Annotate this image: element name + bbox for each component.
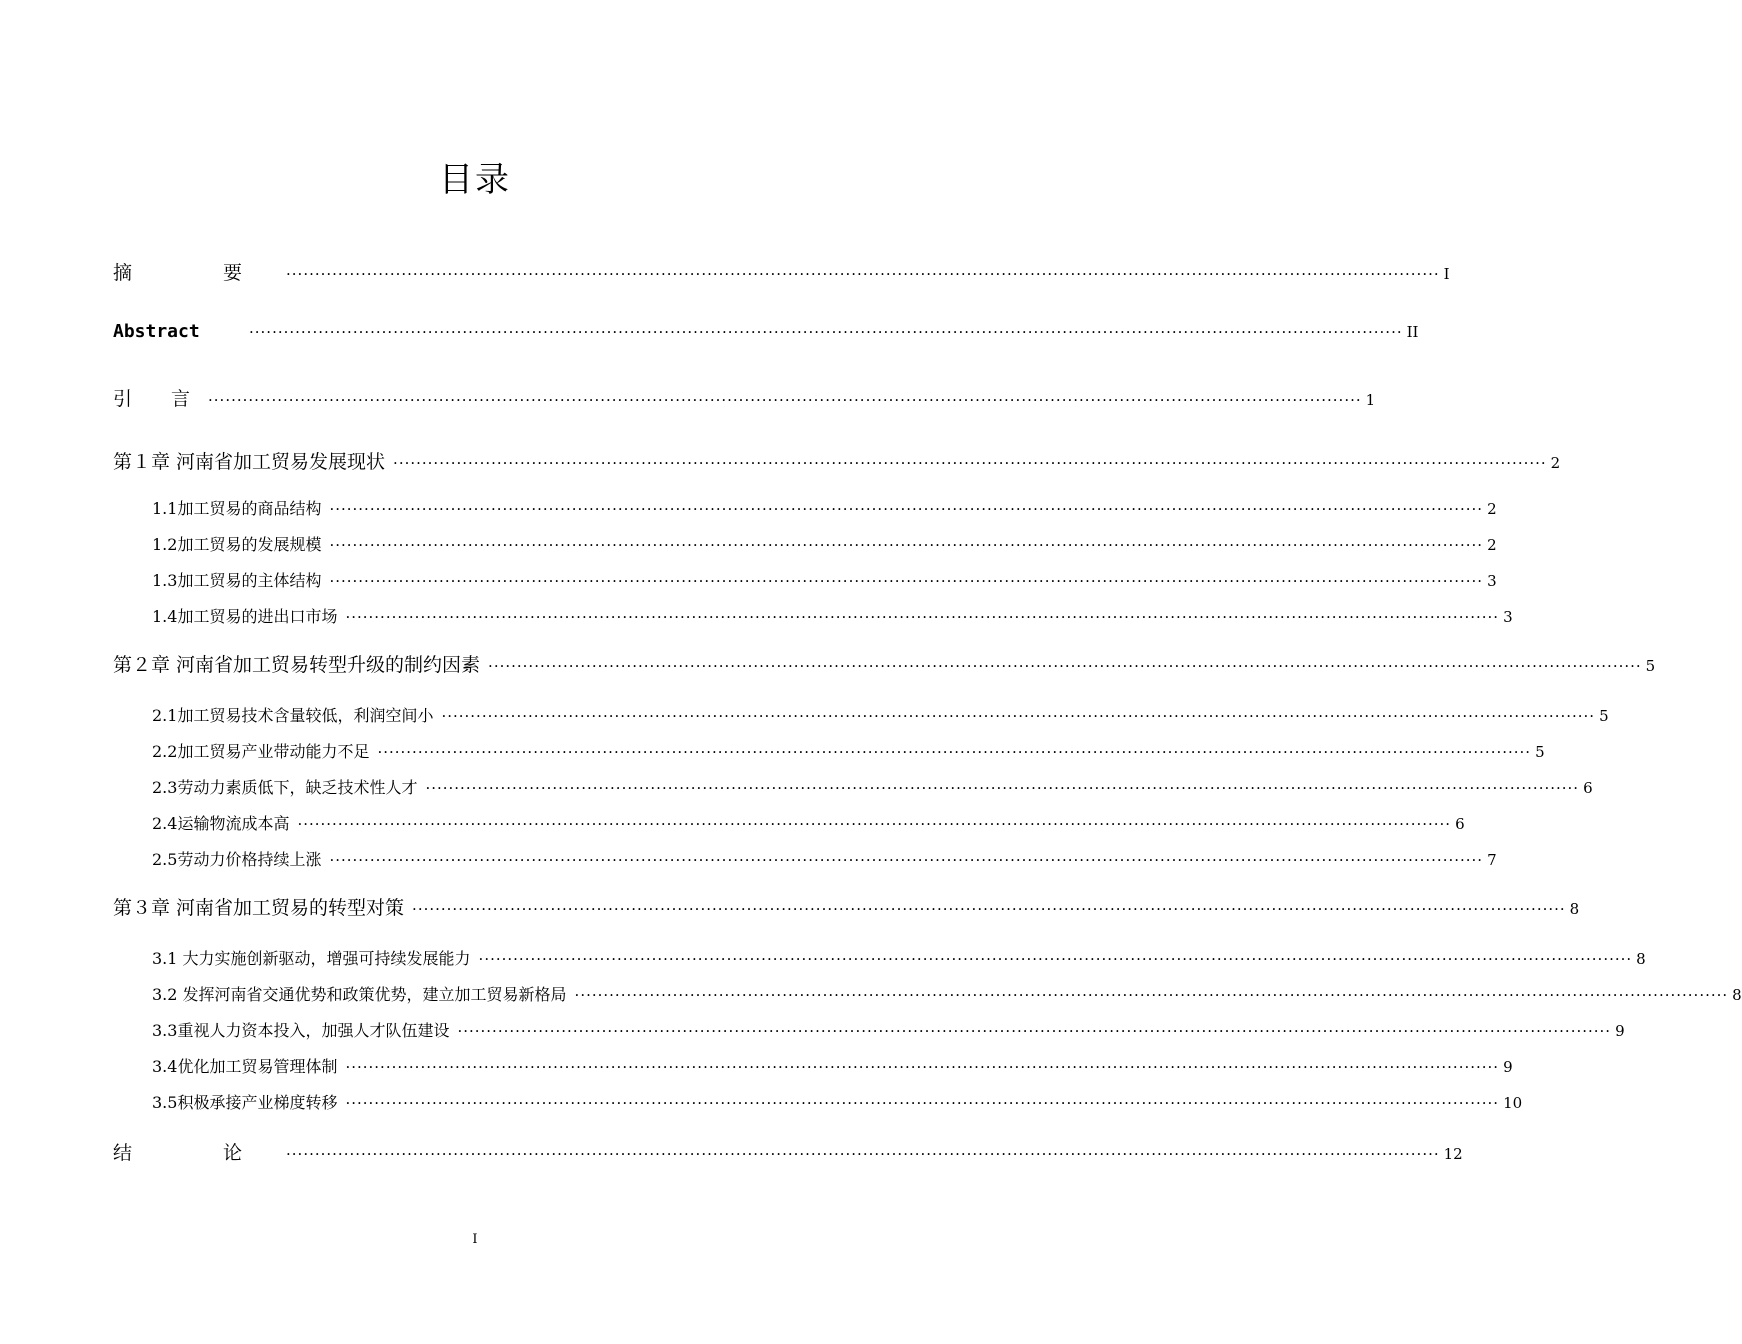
toc-entry-section[interactable] bbox=[152, 811, 1465, 834]
toc-entry-page: 12 bbox=[1443, 1145, 1463, 1163]
toc-entry-label: 2.5劳动力价格持续上涨 bbox=[152, 850, 322, 869]
dot-leader: ········································································································································································································ bbox=[345, 608, 1500, 626]
toc-entry-section[interactable] bbox=[152, 739, 1545, 762]
toc-entry-label: 1.3加工贸易的主体结构 bbox=[152, 571, 322, 590]
dot-leader: ········································································································································································································ bbox=[345, 1094, 1500, 1112]
toc-entry-chapter-1[interactable] bbox=[113, 447, 1561, 474]
toc-entry-label: 第１章 河南省加工贸易发展现状 bbox=[113, 451, 386, 473]
dot-leader: ········································································································································································································ bbox=[574, 986, 1729, 1004]
dot-leader: ········································································································································································································ bbox=[478, 950, 1633, 968]
dot-leader: ········································································································································································································ bbox=[425, 779, 1580, 797]
toc-entry-label: 3.1 大力实施创新驱动，增强可持续发展能力 bbox=[152, 949, 471, 968]
dot-leader: ········································································································································································································ bbox=[286, 1145, 1440, 1163]
toc-entry-label: 3.2 发挥河南省交通优势和政策优势，建立加工贸易新格局 bbox=[152, 985, 567, 1004]
toc-entry-page: 5 bbox=[1599, 707, 1609, 725]
toc-entry-label: 2.4运输物流成本高 bbox=[152, 814, 290, 833]
page-number-footer: I bbox=[472, 1232, 478, 1247]
dot-leader: ········································································································································································································ bbox=[412, 900, 1566, 918]
toc-entry-page: 6 bbox=[1583, 779, 1593, 797]
toc-entry-section[interactable] bbox=[152, 847, 1497, 870]
toc-entry-abstract-en[interactable] bbox=[113, 321, 1419, 342]
toc-entry-conclusion[interactable] bbox=[113, 1138, 1463, 1165]
toc-entry-abstract-cn[interactable] bbox=[113, 258, 1450, 285]
toc-entry-label: 结 论 bbox=[113, 1142, 279, 1164]
toc-entry-label: 引 言 bbox=[113, 388, 201, 410]
toc-entry-section[interactable] bbox=[152, 775, 1593, 798]
dot-leader: ········································································································································································································ bbox=[329, 500, 1484, 518]
toc-entry-page: 9 bbox=[1615, 1022, 1625, 1040]
dot-leader: ········································································································································································································ bbox=[393, 454, 1547, 472]
toc-entry-label: 1.1加工贸易的商品结构 bbox=[152, 499, 322, 518]
toc-entry-label: 2.2加工贸易产业带动能力不足 bbox=[152, 742, 370, 761]
dot-leader: ········································································································································································································ bbox=[457, 1022, 1612, 1040]
dot-leader: ········································································································································································································ bbox=[441, 707, 1596, 725]
dot-leader: ········································································································································································································ bbox=[286, 265, 1440, 283]
dot-leader: ········································································································································································································ bbox=[249, 323, 1403, 341]
toc-entry-section[interactable] bbox=[152, 982, 1742, 1005]
dot-leader: ········································································································································································································ bbox=[329, 851, 1484, 869]
dot-leader: ········································································································································································································ bbox=[488, 657, 1642, 675]
toc-entry-label: 2.3劳动力素质低下，缺乏技术性人才 bbox=[152, 778, 418, 797]
toc-entry-section[interactable] bbox=[152, 496, 1497, 519]
toc-entry-page: 5 bbox=[1535, 743, 1545, 761]
toc-entry-page: 1 bbox=[1365, 391, 1376, 409]
dot-leader: ········································································································································································································ bbox=[345, 1058, 1500, 1076]
toc-entry-label: Abstract bbox=[113, 321, 200, 342]
toc-entry-label: 2.1加工贸易技术含量较低，利润空间小 bbox=[152, 706, 434, 725]
toc-entry-label: 1.2加工贸易的发展规模 bbox=[152, 535, 322, 554]
toc-entry-page: 9 bbox=[1503, 1058, 1513, 1076]
toc-entry-label: 第２章 河南省加工贸易转型升级的制约因素 bbox=[113, 654, 481, 676]
toc-entry-section[interactable] bbox=[152, 1090, 1523, 1113]
toc-entry-section[interactable] bbox=[152, 703, 1609, 726]
toc-entry-chapter-3[interactable] bbox=[113, 893, 1580, 920]
toc-entry-chapter-2[interactable] bbox=[113, 650, 1656, 677]
toc-entry-label: 摘 要 bbox=[113, 262, 279, 284]
toc-entry-page: 7 bbox=[1487, 851, 1497, 869]
dot-leader: ········································································································································································································ bbox=[297, 815, 1452, 833]
toc-entry-section[interactable] bbox=[152, 1018, 1625, 1041]
toc-entry-section[interactable] bbox=[152, 604, 1513, 627]
dot-leader: ········································································································································································································ bbox=[208, 391, 1362, 409]
toc-entry-page: 8 bbox=[1569, 900, 1580, 918]
toc-entry-page: 3 bbox=[1503, 608, 1513, 626]
dot-leader: ········································································································································································································ bbox=[377, 743, 1532, 761]
toc-entry-page: 3 bbox=[1487, 572, 1497, 590]
toc-entry-label: 1.4加工贸易的进出口市场 bbox=[152, 607, 338, 626]
toc-entry-label: 3.3重视人力资本投入，加强人才队伍建设 bbox=[152, 1021, 450, 1040]
page-title: 目录 bbox=[439, 160, 511, 200]
toc-entry-section[interactable] bbox=[152, 1054, 1513, 1077]
toc-entry-page: 2 bbox=[1487, 536, 1497, 554]
toc-entry-section[interactable] bbox=[152, 568, 1497, 591]
toc-entry-page: 2 bbox=[1487, 500, 1497, 518]
toc-entry-page: II bbox=[1406, 323, 1419, 341]
toc-entry-introduction[interactable] bbox=[113, 384, 1376, 411]
toc-entry-label: 第３章 河南省加工贸易的转型对策 bbox=[113, 897, 405, 919]
toc-entry-page: 2 bbox=[1550, 454, 1561, 472]
toc-entry-page: 8 bbox=[1732, 986, 1742, 1004]
toc-entry-page: I bbox=[1443, 265, 1450, 283]
dot-leader: ········································································································································································································ bbox=[329, 572, 1484, 590]
dot-leader: ········································································································································································································ bbox=[329, 536, 1484, 554]
toc-entry-section[interactable] bbox=[152, 532, 1497, 555]
toc-entry-label: 3.5积极承接产业梯度转移 bbox=[152, 1093, 338, 1112]
toc-entry-page: 10 bbox=[1503, 1094, 1523, 1112]
toc-entry-label: 3.4优化加工贸易管理体制 bbox=[152, 1057, 338, 1076]
toc-entry-page: 8 bbox=[1636, 950, 1646, 968]
toc-entry-page: 6 bbox=[1455, 815, 1465, 833]
toc-entry-page: 5 bbox=[1645, 657, 1656, 675]
toc-entry-section[interactable] bbox=[152, 946, 1646, 969]
